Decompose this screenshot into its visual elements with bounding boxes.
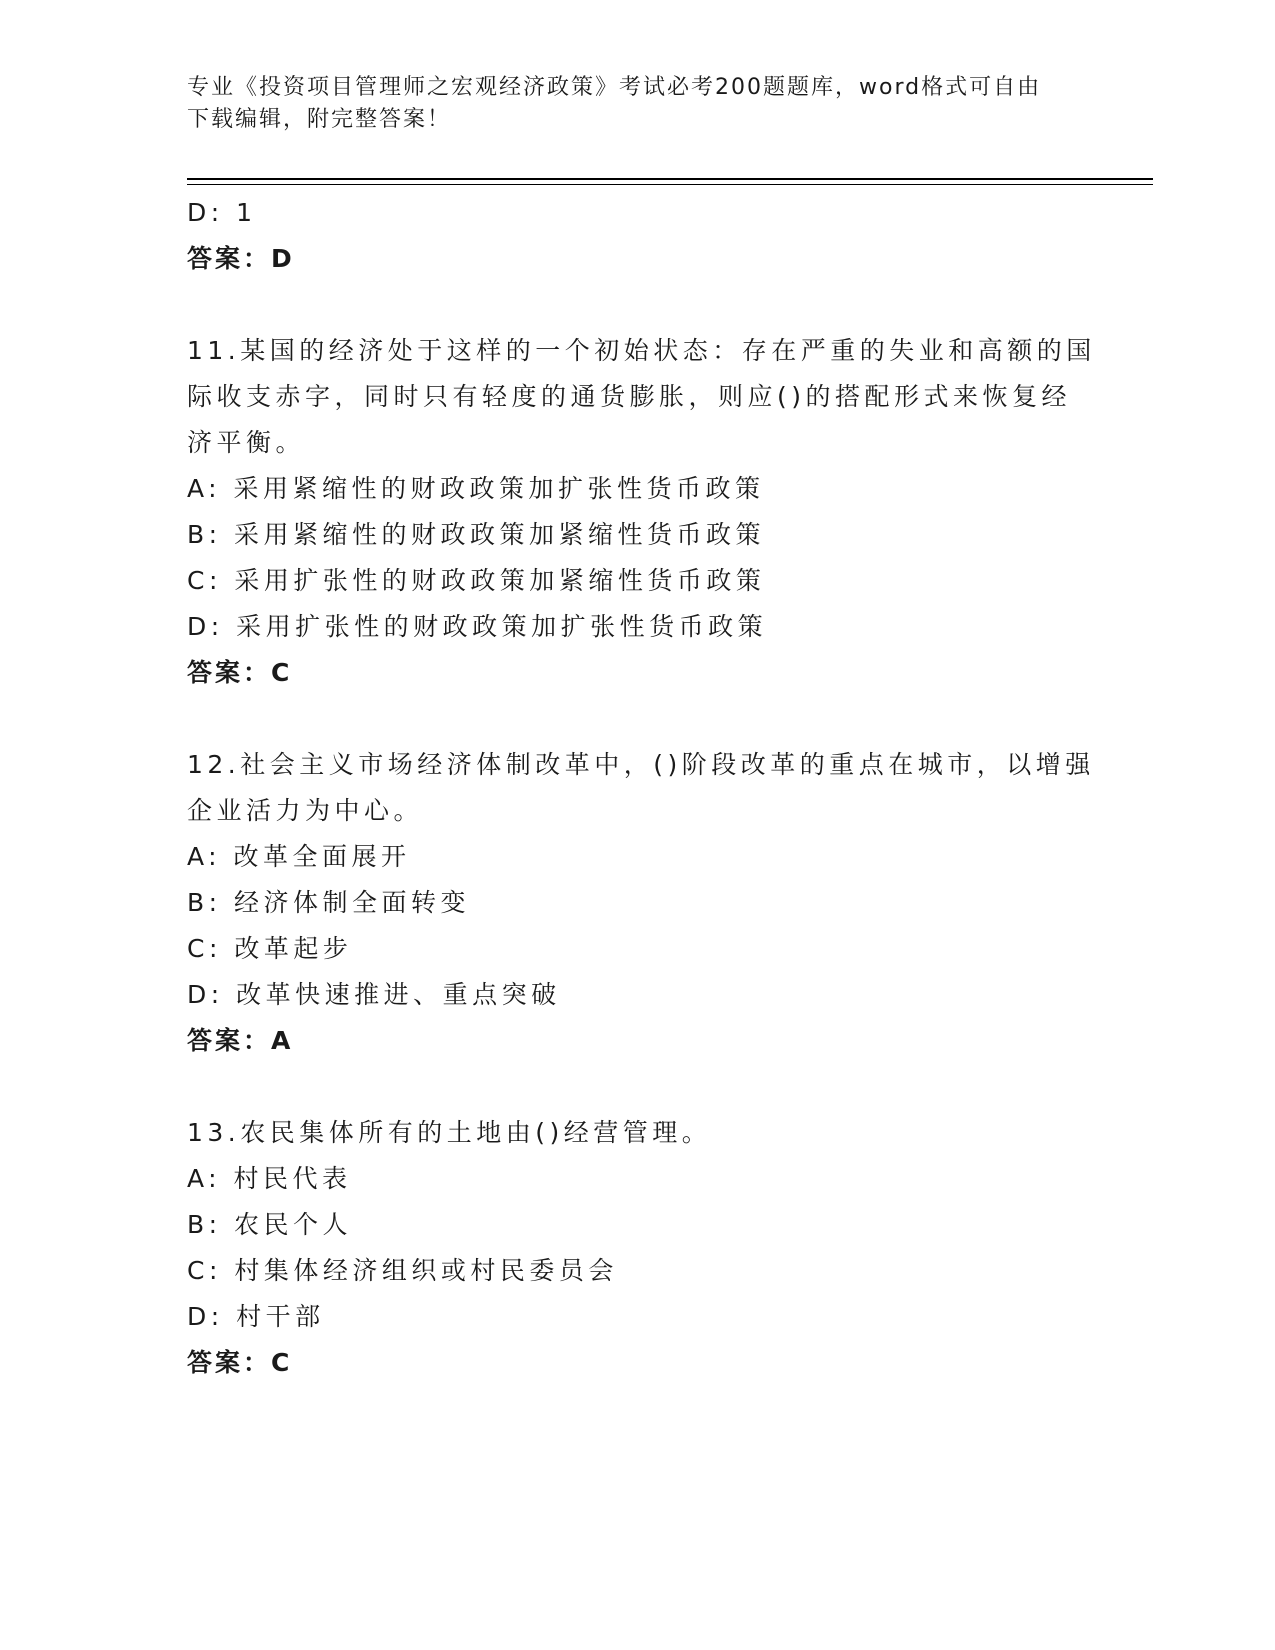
option-a: A: 采用紧缩性的财政政策加扩张性货币政策 bbox=[187, 474, 765, 503]
question-text-line: 企业活力为中心。 bbox=[187, 796, 424, 825]
document-body bbox=[187, 190, 1107, 1386]
answer: 答案：C bbox=[187, 1348, 293, 1377]
option-b: B: 采用紧缩性的财政政策加紧缩性货币政策 bbox=[187, 520, 766, 549]
question-13 bbox=[187, 1110, 1107, 1386]
spacer bbox=[187, 696, 1107, 742]
option-b: B: 经济体制全面转变 bbox=[187, 888, 471, 917]
option-c: C: 改革起步 bbox=[187, 934, 353, 963]
question-text-line: 12.社会主义市场经济体制改革中，()阶段改革的重点在城市，以增强 bbox=[187, 750, 1095, 779]
option-d: D: 采用扩张性的财政政策加扩张性货币政策 bbox=[187, 612, 768, 641]
question-11 bbox=[187, 328, 1107, 696]
option-d: D: 改革快速推进、重点突破 bbox=[187, 980, 561, 1009]
question-text-line: 际收支赤字，同时只有轻度的通货膨胀，则应()的搭配形式来恢复经 bbox=[187, 382, 1072, 411]
question-text-line: 济平衡。 bbox=[187, 428, 306, 457]
document-header bbox=[187, 72, 1087, 136]
option-c: C: 采用扩张性的财政政策加紧缩性货币政策 bbox=[187, 566, 766, 595]
header-rule-thick bbox=[187, 178, 1153, 180]
answer: 答案：C bbox=[187, 658, 293, 687]
option-a: A: 村民代表 bbox=[187, 1164, 352, 1193]
header-line-2: 下载编辑，附完整答案！ bbox=[187, 107, 452, 132]
question-12 bbox=[187, 742, 1107, 1064]
header-rule-thin bbox=[187, 184, 1153, 185]
spacer bbox=[187, 282, 1107, 328]
prev-option-d: D: 1 bbox=[187, 198, 257, 227]
option-b: B: 农民个人 bbox=[187, 1210, 353, 1239]
question-text-line: 13.农民集体所有的土地由()经营管理。 bbox=[187, 1118, 712, 1147]
header-line-1: 专业《投资项目管理师之宏观经济政策》考试必考200题题库，word格式可自由 bbox=[187, 75, 1042, 100]
option-a: A: 改革全面展开 bbox=[187, 842, 411, 871]
spacer bbox=[187, 1064, 1107, 1110]
question-text-line: 11.某国的经济处于这样的一个初始状态：存在严重的失业和高额的国 bbox=[187, 336, 1096, 365]
option-d: D: 村干部 bbox=[187, 1302, 325, 1331]
prev-answer: 答案：D bbox=[187, 244, 295, 273]
option-c: C: 村集体经济组织或村民委员会 bbox=[187, 1256, 618, 1285]
answer: 答案：A bbox=[187, 1026, 294, 1055]
